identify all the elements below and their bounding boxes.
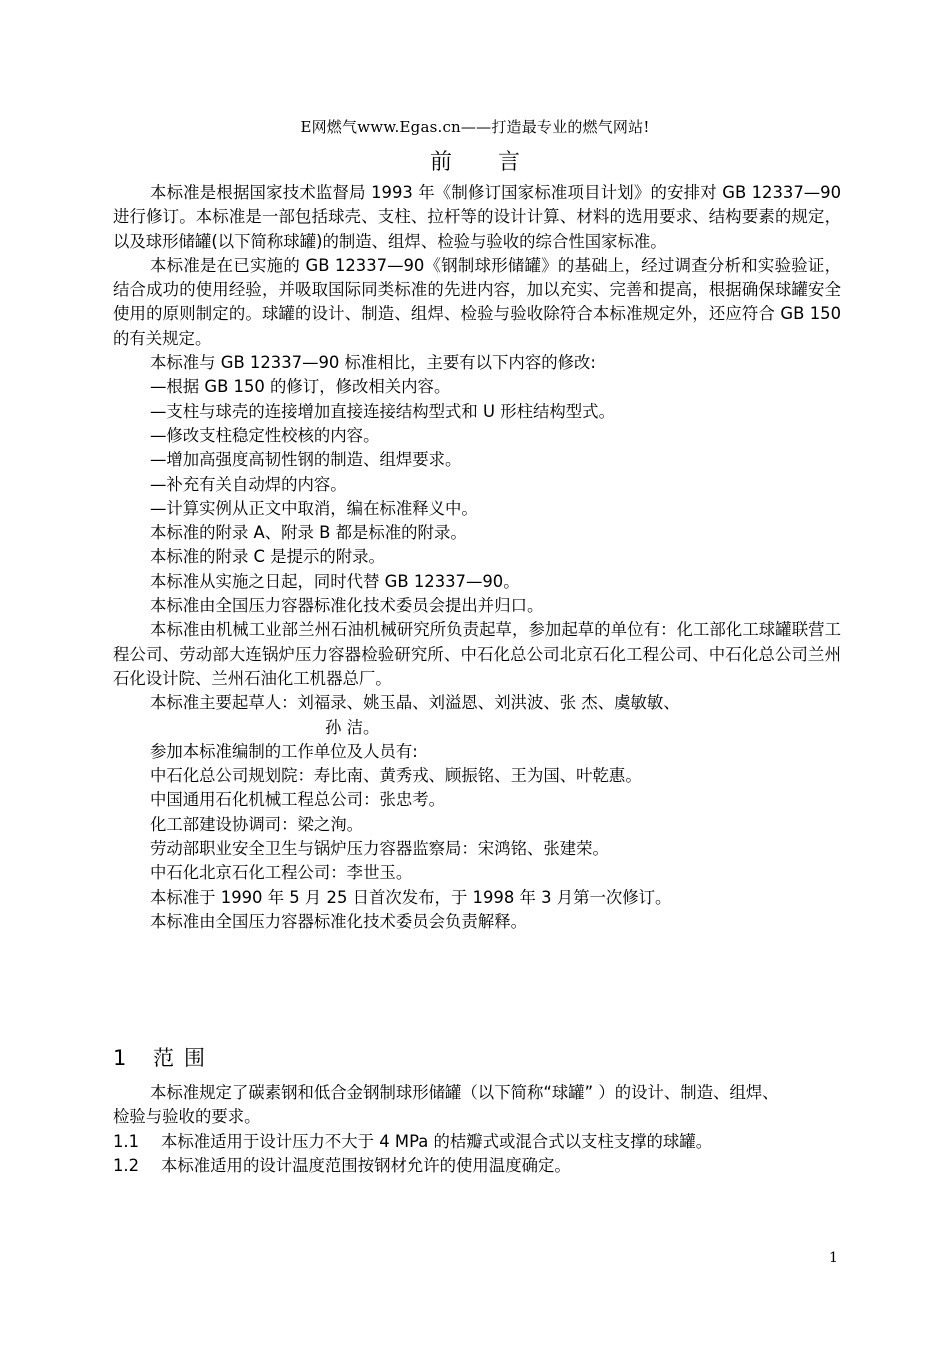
section-1-intro: 本标准规定了碳素钢和低合金钢制球形储罐（以下简称“球罐” ）的设计、制造、组焊、检验与验收的要求。 <box>113 1083 779 1127</box>
replacement-note: 本标准从实施之日起，同时代替 GB 12337—90。 <box>150 571 520 591</box>
section-1-heading <box>113 1042 215 1072</box>
drafting-organizations: 本标准由机械工业部兰州石油机械研究所负责起草，参加起草的单位有：化工部化工球罐联营工程公司、劳动部大连锅炉压力容器检验研究所、中石化总公司北京石化工程公司、中石化总公司兰州石化设计院、兰州石油化工机器总厂。 <box>113 620 841 688</box>
preface-paragraph-2: 本标准是在已实施的 GB 12337—90《钢制球形储罐》的基础上，经过调查分析和实验验证，结合成功的使用经验，并吸取国际同类标准的先进内容，加以充实、完善和提高，根据确保球罐安全使用的原则制定的。球罐的设计、制造、组焊、检验与验收除符合本标准规定外，还应符合 GB 150 的有关规定。 <box>113 255 841 348</box>
issue-history: 本标准于 1990 年 5 月 25 日首次发布，于 1998 年 3 月第一次修订。 <box>150 887 672 907</box>
appendix-ab-note: 本标准的附录 A、附录 B 都是标准的附录。 <box>150 523 467 543</box>
section-1-body <box>113 1081 793 1178</box>
participant-entry: 中石化总公司规划院：寿比南、黄秀戎、顾振铭、王为国、叶乾惠。 <box>150 766 642 786</box>
change-item: —修改支柱稳定性校核的内容。 <box>150 425 380 445</box>
change-item: —根据 GB 150 的修订，修改相关内容。 <box>150 377 451 397</box>
preface-title: 前言 <box>429 150 566 175</box>
clause-text: 本标准适用的设计温度范围按钢材允许的使用温度确定。 <box>161 1155 571 1175</box>
participant-entry: 中国通用石化机械工程总公司：张忠考。 <box>150 790 446 810</box>
main-drafters-continued: 孙 洁。 <box>325 717 380 737</box>
participant-entry: 劳动部职业安全卫生与锅炉压力容器监察局：宋鸿铭、张建荣。 <box>150 839 609 859</box>
change-item: —补充有关自动焊的内容。 <box>150 474 347 494</box>
participants-intro: 参加本标准编制的工作单位及人员有: <box>150 741 418 761</box>
page-number: 1 <box>829 1250 838 1266</box>
appendix-c-note: 本标准的附录 C 是提示的附录。 <box>150 547 385 567</box>
main-drafters: 本标准主要起草人：刘福录、姚玉晶、刘溢恩、刘洪波、张 杰、虞敏敏、 <box>150 693 680 713</box>
clause-number: 1.1 <box>113 1131 140 1151</box>
participant-entry: 化工部建设协调司：梁之洵。 <box>150 814 364 834</box>
preface-paragraph-1: 本标准是根据国家技术监督局 1993 年《制修订国家标准项目计划》的安排对 GB 12337—90 进行修订。本标准是一部包括球壳、支柱、拉杆等的设计计算、材料的选用要求、结构要素的规定，以及球形储罐(以下简称球罐)的制造、组焊、检验与验收的综合性国家标准。 <box>113 183 841 251</box>
clause-number: 1.2 <box>113 1155 140 1175</box>
section-number: 1 <box>113 1046 127 1070</box>
change-item: —支柱与球壳的连接增加直接连接结构型式和 U 形柱结构型式。 <box>150 401 615 421</box>
site-header: E网燃气www.Egas.cn——打造最专业的燃气网站! <box>300 118 650 136</box>
preface-body <box>113 181 841 934</box>
section-title: 范围 <box>153 1046 215 1070</box>
clause-text: 本标准适用于设计压力不大于 4 MPa 的桔瓣式或混合式以支柱支撑的球罐。 <box>161 1131 713 1151</box>
preface-paragraph-3: 本标准与 GB 12337—90 标准相比，主要有以下内容的修改: <box>150 353 596 373</box>
participant-entry: 中石化北京石化工程公司：李世玉。 <box>150 863 413 883</box>
change-item: —计算实例从正文中取消，编在标准释义中。 <box>150 498 478 518</box>
change-item: —增加高强度高韧性钢的制造、组焊要求。 <box>150 450 462 470</box>
clause-1-2 <box>113 1154 793 1178</box>
proposed-note: 本标准由全国压力容器标准化技术委员会提出并归口。 <box>150 596 544 616</box>
clause-1-1 <box>113 1130 793 1154</box>
interpretation-note: 本标准由全国压力容器标准化技术委员会负责解释。 <box>150 911 527 931</box>
